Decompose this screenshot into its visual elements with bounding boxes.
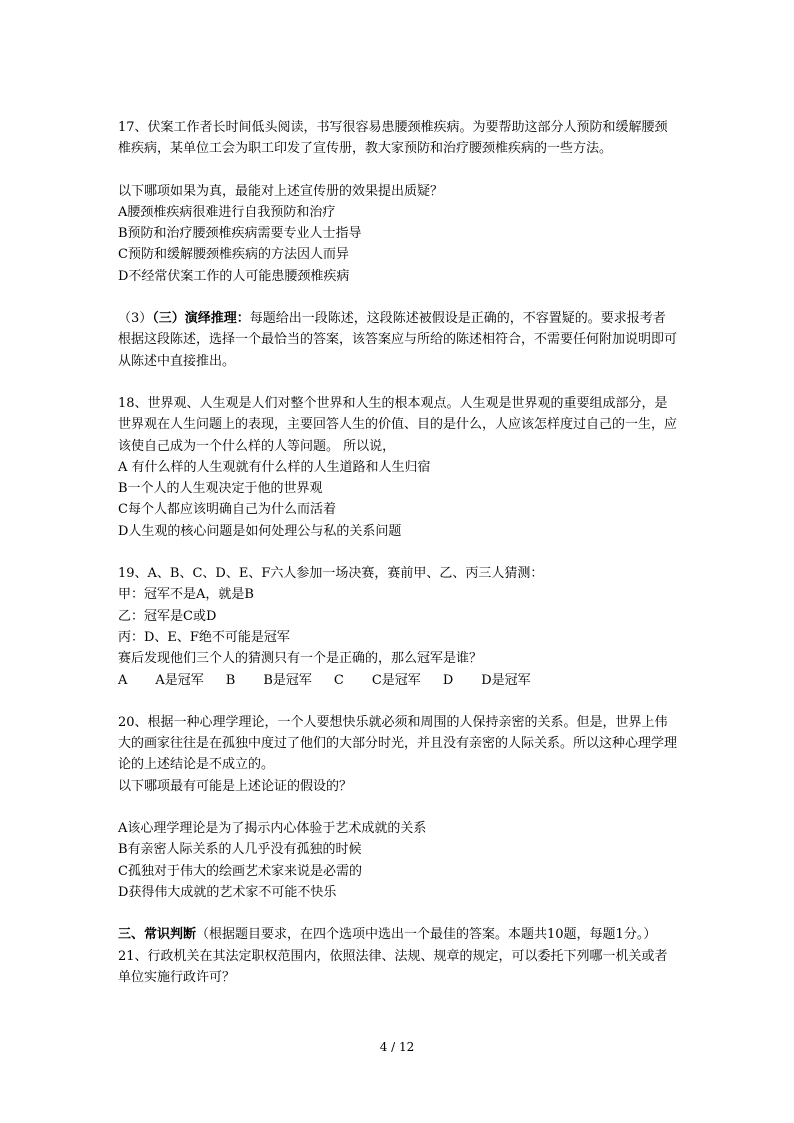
q19-option-a-letter: A <box>118 672 128 688</box>
q19-guess-jia: 甲：冠军不是A，就是B <box>118 587 254 603</box>
section-common-knowledge <box>118 924 678 945</box>
q21-stem: 21、行政机关在其法定职权范围内，依照法律、法规、规章的规定，可以委托下列哪一机关或者单位实施行政许可？ <box>118 948 668 985</box>
q20-option-c: C孤独对于伟大的绘画艺术家来说是必需的 <box>118 863 362 879</box>
q19-option-a-text: A是冠军 <box>155 672 204 688</box>
q18-option-b: B一个人的人生观决定于他的世界观 <box>118 481 323 497</box>
q20-stem: 20、根据一种心理学理论，一个人要想快乐就必须和周围的人保持亲密的关系。但是，世界上伟大的画家往往是在孤独中度过了他们的大部分时光，并且没有亲密的人际关系。所以这种心理学理论的上述结论是不成立的。 <box>118 714 678 773</box>
q19-question: 赛后发现他们三个人的猜测只有一个是正确的，那么冠军是谁？ <box>118 651 483 667</box>
q19-options-row <box>118 670 678 691</box>
q20-question: 以下哪项最有可能是上述论证的假设的？ <box>118 778 353 794</box>
page-number: 4 / 12 <box>379 1040 415 1054</box>
q17-stem: 17、伏案工作者长时间低头阅读，书写很容易患腰颈椎疾病。为要帮助这部分人预防和缓解腰颈椎疾病，某单位工会为职工印发了宣传册，教大家预防和治疗腰颈椎疾病的一些方法。 <box>118 120 668 157</box>
q17-option-a: A腰颈椎疾病很难进行自我预防和治疗 <box>118 204 336 220</box>
section-deductive-reasoning <box>118 308 678 372</box>
section-instructions: 每题给出一段陈述，这段陈述被假设是正确的，不容置疑的。要求报考者根据这段陈述，选择一个最恰当的答案，该答案应与所给的陈述相符合，不需要任何附加说明即可从陈述中直接推出。 <box>118 311 678 369</box>
spacer <box>118 903 678 924</box>
q18-stem: 18、世界观、人生观是人们对整个世界和人生的根本观点。人生观是世界观的重要组成部分，是世界观在人生问题上的表现，主要回答人生的价值、目的是什么，人应该怎样度过自己的一生，应该使自己成为一个什么样的人等问题。 所以说， <box>118 395 678 454</box>
q17-question: 以下哪项如果为真，最能对上述宣传册的效果提出质疑？ <box>118 183 444 199</box>
q19-option-c-text: C是冠军 <box>371 672 421 688</box>
q19-option-d-letter: D <box>442 672 454 688</box>
q17-option-b: B预防和治疗腰颈椎疾病需要专业人士指导 <box>118 226 362 242</box>
q18-option-c: C每个人都应该明确自己为什么而活着 <box>118 502 336 518</box>
q19-guess-bing: 丙：D、E、F绝不可能是冠军 <box>118 629 290 645</box>
q20-option-d: D获得伟大成就的艺术家不可能不快乐 <box>118 884 337 900</box>
spacer <box>118 287 678 308</box>
spacer <box>118 691 678 712</box>
q17-option-c: C预防和缓解腰颈椎疾病的方法因人而异 <box>118 247 349 263</box>
spacer <box>118 372 678 393</box>
q20-option-a: A该心理学理论是为了揭示内心体验于艺术成就的关系 <box>118 821 427 837</box>
section-common-instructions: （根据题目要求，在四个选项中选出一个最佳的答案。本题共10题，每题1分。） <box>196 927 657 943</box>
section-title: （三）演绎推理： <box>152 311 250 327</box>
spacer <box>118 160 678 181</box>
q19-stem: 19、A、B、C、D、E、F六人参加一场决赛，赛前甲、乙、丙三人猜测： <box>118 566 544 582</box>
q18-option-a: A 有什么样的人生观就有什么样的人生道路和人生归宿 <box>118 459 431 475</box>
page-content <box>118 117 678 988</box>
q19-guess-yi: 乙：冠军是C或D <box>118 608 217 624</box>
q19-option-d-text: D是冠军 <box>481 672 531 688</box>
section-prefix: （3） <box>118 311 153 327</box>
q17-option-d: D不经常伏案工作的人可能患腰颈椎疾病 <box>118 268 350 284</box>
spacer <box>118 797 678 818</box>
q19-option-b-letter: B <box>225 672 236 688</box>
q19-option-b-text: B是冠军 <box>263 672 312 688</box>
spacer <box>118 542 678 563</box>
q20-option-b: B有亲密人际关系的人几乎没有孤独的时候 <box>118 842 362 858</box>
q18-option-d: D人生观的核心问题是如何处理公与私的关系问题 <box>118 523 402 539</box>
section-common-title: 三、常识判断 <box>118 927 197 943</box>
q19-option-c-letter: C <box>333 672 344 688</box>
